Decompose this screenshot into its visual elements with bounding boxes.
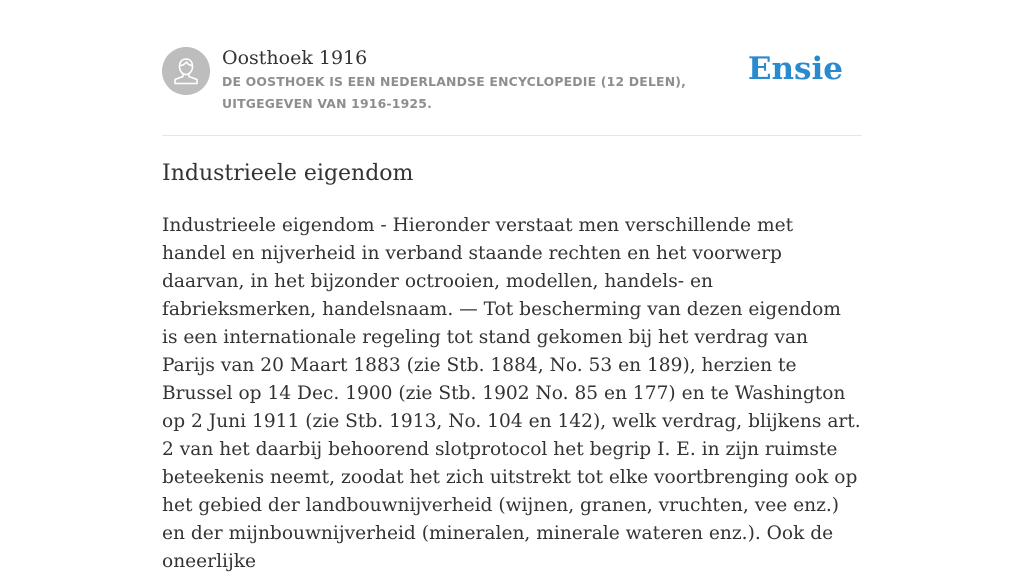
source-header: [162, 0, 862, 136]
source-description: DE OOSTHOEK IS EEN NEDERLANDSE ENCYCLOPEDIE (12 DELEN), UITGEGEVEN VAN 1916-1925.: [222, 74, 687, 111]
page-container: [162, 0, 862, 572]
source-avatar[interactable]: [162, 47, 210, 95]
source-title[interactable]: Oosthoek 1916: [222, 47, 368, 69]
article-title: Industrieele eigendom: [162, 161, 414, 186]
source-info: [222, 46, 762, 115]
ensie-logo[interactable]: Ensie: [747, 51, 843, 87]
user-placeholder-icon: [162, 47, 210, 95]
article-body: Industrieele eigendom - Hieronder verstaat men verschillende met handel en nijverheid in verband staande rechten en het voorwerp daarvan, in het bijzonder octrooien, modellen, handels- en fabrieksmerken, handelsnaam. — Tot bescherming van dezen eigendom is een internationale regeling tot stand gekomen bij het verdrag van Parijs van 20 Maart 1883 (zie Stb. 1884, No. 53 en 189), herzien te Brussel op 14 Dec. 1900 (zie Stb. 1902 No. 85 en 177) en te Washington op 2 Juni 1911 (zie Stb. 1913, No. 104 en 142), welk verdrag, blijkens art. 2 van het daarbij behoorend slotprotocol het begrip I. E. in zijn ruimste beteekenis neemt, zoodat het zich uitstrekt tot elke voortbrenging ook op het gebied der landbouwnijverheid (wijnen, granen, vruchten, vee enz.) en der mijnbouwnijverheid (mineralen, minerale wateren enz.). Ook de oneerlijke: [162, 215, 861, 572]
